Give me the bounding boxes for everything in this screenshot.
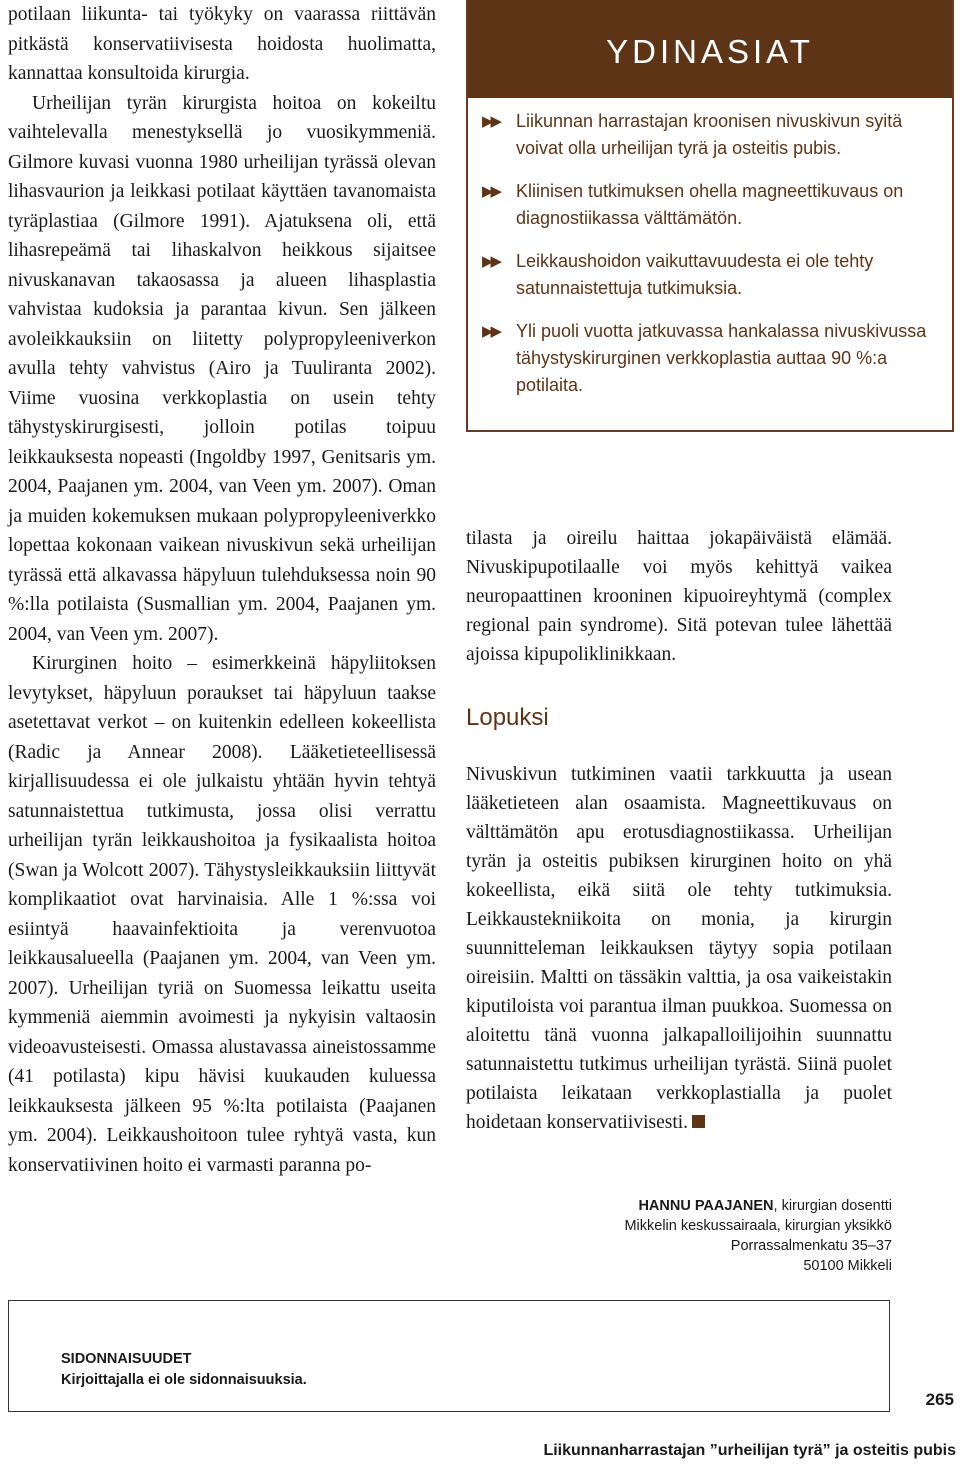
paragraph: Urheilijan tyrän kirurgista hoitoa on kokeiltu vaihtelevalla menestyksellä jo vuosikymmeniä. Gilmore kuvasi vuonna 1980 urheilijan tyrässä olevan lihasvaurion ja leikkasi potilaat käyttäen tavanomaista tyräplastiaa (Gilmore 1991). Ajatuksena oli, että lihasrepeämä tai lihaskalvon heikkous sijaitsee nivuskanavan takaosassa ja alueen lihasplastia vahvistaa kudoksia ja parantaa kivun. Sen jälkeen avoleikkauksiin on liitetty polypropyleeniverkon avulla tehty vahvistus (Airo ja Tuuliranta 2002). Viime vuosina verkkoplastia on usein tehty tähystyskirurgisesti, jolloin potilas toipuu leikkauksesta nopeasti (Ingoldby 1997, Genitsaris ym. 2004, Paajanen ym. 2004, van Veen ym. 2007). Oman ja muiden kokemuksen mukaan polypropyleeniverkko lopettaa kokonaan vaikean nivuskivun sekä urheilijan tyrässä että alkavassa häpyluun tulehduksessa noin 90 %:lla potilaista (Susmallian ym. 2004, Paajanen ym. 2004, van Veen ym. 2007). bbox=[8, 92, 436, 645]
page-number: 265 bbox=[925, 1390, 954, 1409]
key-points-list bbox=[468, 98, 952, 399]
section-heading: Lopuksi bbox=[466, 704, 549, 731]
key-points-box bbox=[466, 0, 954, 432]
left-column bbox=[8, 0, 436, 1180]
key-point bbox=[482, 178, 940, 232]
running-footer: Liikunnanharrastajan ”urheilijan tyrä” ja osteitis pubis bbox=[543, 1442, 956, 1459]
author-line bbox=[624, 1196, 892, 1216]
key-point bbox=[482, 248, 940, 302]
paragraph bbox=[466, 760, 892, 1137]
key-point-text: Leikkaushoidon vaikuttavuudesta ei ole tehty satunnaistettuja tutkimuksia. bbox=[516, 251, 874, 298]
double-arrow-bullet-icon: ▶▶ bbox=[482, 183, 500, 200]
author-street: Porrassalmenkatu 35–37 bbox=[730, 1238, 892, 1254]
key-point bbox=[482, 318, 940, 399]
paragraph: potilaan liikunta- tai työkyky on vaarassa riittävän pitkästä konservatiivisesta hoidosta huolimatta, kannattaa konsultoida kirurgia. bbox=[8, 4, 436, 84]
author-name: HANNU PAAJANEN bbox=[638, 1198, 774, 1214]
paragraph: tilasta ja oireilu haittaa jokapäiväistä elämää. Nivuskipupotilaalle voi myös kehittyä vaikea neuropaattinen krooninen kipuoireyhtymä (complex regional pain syndrome). Sitä potevan tulee lähettää ajoissa kipupoliklinikkaan. bbox=[466, 528, 892, 665]
conflicts-text: Kirjoittajalla ei ole sidonnaisuuksia. bbox=[61, 1372, 307, 1388]
paragraph: Kirurginen hoito – esimerkkeinä häpyliitoksen levytykset, häpyluun poraukset tai häpyluun taakse asetettavat verkot – on kuitenkin edelleen kokeellista (Radic ja Annear 2008). Lääketieteellisessä kirjallisuudessa ei ole julkaistu yhtään hyvin tehtyä satunnaistettua tutkimusta, jossa olisi verrattu urheilijan tyrän leikkaushoitoa ja fysikaalista hoitoa (Swan ja Wolcott 2007). Tähystysleikkauksiin liittyvät komplikaatiot ovat harvinaisia. Alle 1 %:ssa voi esiintyä haavainfektioita ja verenvuotoa leikkausalueella (Paajanen ym. 2004, van Veen ym. 2007). Urheilijan tyriä on Suomessa leikattu useita kymmeniä aiemmin avoimesti ja nykyisin valtaosin videoavusteisesti. Omassa alustavassa aineistossamme (41 potilasta) kipu hävisi kuukauden kuluessa leikkauksesta jälkeen 95 %:lta potilaista (Paajanen ym. 2004). Leikkaushoitoon tulee ryhtyä vasta, kun konservatiivinen hoito ei varmasti paranna po- bbox=[8, 653, 436, 1176]
closing-text: Nivuskivun tutkiminen vaatii tarkkuutta ja usean lääketieteen alan osaamista. Magneettikuvaus on välttämätön apu erotusdiagnostiikassa. Urheilijan tyrän ja osteitis pubiksen kirurginen hoito on yhä kokeellista, eikä siitä ole tehty tutkimuksia. Leikkaustekniikoita on monia, ja kirurgin suunnitteleman leikkauksen täytyy sopia potilaan oireisiin. Maltti on tässäkin valttia, ja osa vaikeistakin kiputiloista voi parantua ilman puukkoa. Suomessa on aloitettu tänä vuonna jalkapalloilijoihin suunnattu satunnaistettu tutkimus urheilijan tyrästä. Siinä puolet potilaista leikataan verkkoplastialla ja puolet hoidetaan konservatiivisesti. bbox=[466, 764, 892, 1133]
key-point-text: Kliinisen tutkimuksen ohella magneettikuvaus on diagnostiikassa välttämätön. bbox=[516, 181, 904, 228]
end-mark-icon bbox=[692, 1115, 705, 1128]
conflicts-title: SIDONNAISUUDET bbox=[61, 1351, 192, 1367]
conflicts-box bbox=[8, 1300, 890, 1412]
double-arrow-bullet-icon: ▶▶ bbox=[482, 323, 500, 340]
key-point-text: Yli puoli vuotta jatkuvassa hankalassa nivuskivussa tähystyskirurginen verkkoplastia auttaa 90 %:a potilaita. bbox=[516, 321, 927, 395]
key-point bbox=[482, 108, 940, 162]
author-title: , kirurgian dosentti bbox=[773, 1198, 892, 1214]
key-points-title: YDINASIAT bbox=[468, 0, 952, 98]
right-column bbox=[466, 524, 892, 1137]
author-city: 50100 Mikkeli bbox=[803, 1258, 892, 1274]
double-arrow-bullet-icon: ▶▶ bbox=[482, 253, 500, 270]
author-affiliation: Mikkelin keskussairaala, kirurgian yksikkö bbox=[624, 1218, 892, 1234]
key-point-text: Liikunnan harrastajan kroonisen nivuskivun syitä voivat olla urheilijan tyrä ja osteitis pubis. bbox=[516, 111, 903, 158]
double-arrow-bullet-icon: ▶▶ bbox=[482, 113, 500, 130]
author-block bbox=[624, 1196, 892, 1276]
